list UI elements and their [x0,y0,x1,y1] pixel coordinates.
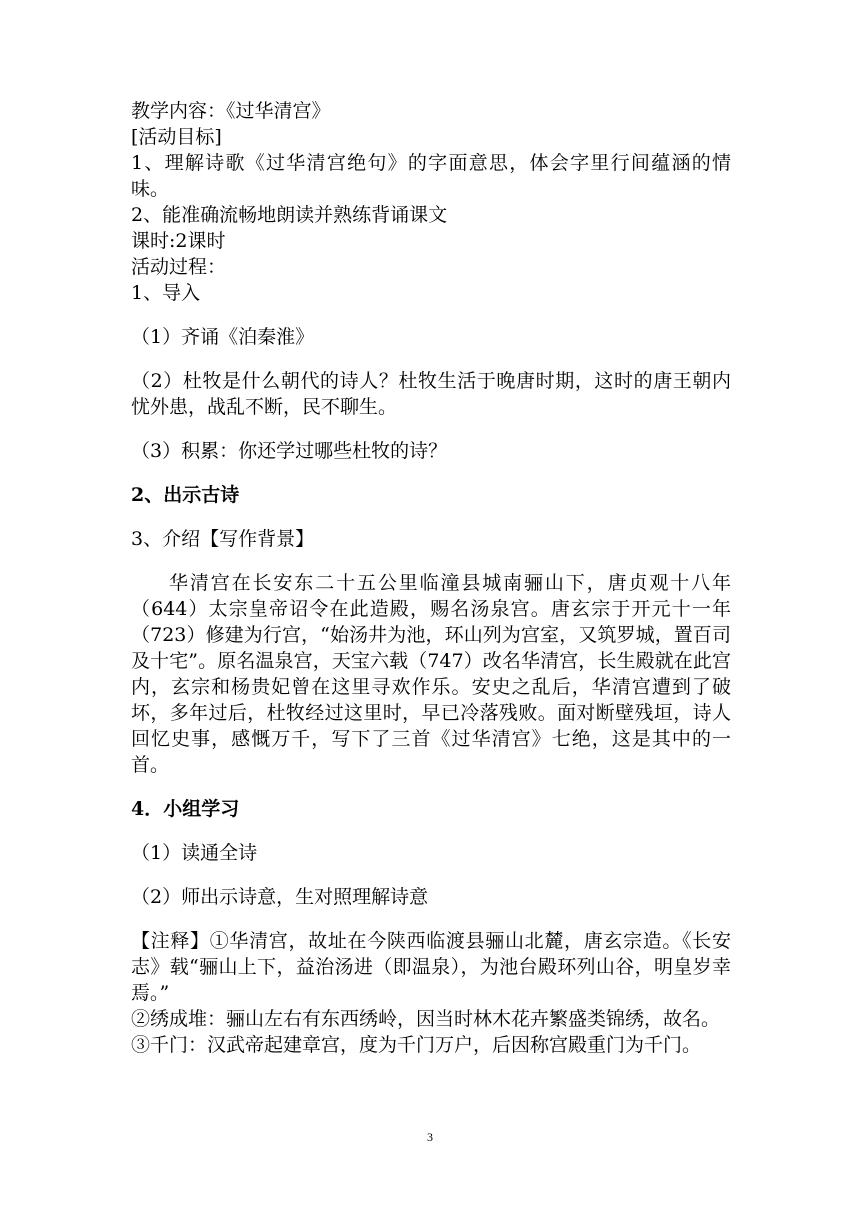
goal-1: 1、理解诗歌《过华清宫绝句》的字面意思，体会字里行间蕴涵的情味。 [131,152,731,200]
page-number: 3 [427,1130,433,1144]
notes-2: ②绣成堆：骊山左右有东西绣岭，因当时林木花卉繁盛类锦绣，故名。 [131,1008,721,1030]
class-hours: 课时:2课时 [131,230,226,252]
notes-3: ③千门：汉武帝起建章宫，度为千门万户，后因称宫殿重门为千门。 [131,1034,702,1056]
background-paragraph: 华清宫在长安东二十五公里临潼县城南骊山下，唐贞观十八年（644）太宗皇帝诏令在此造殿，赐名汤泉宫。唐玄宗于开元十一年（723）修建为行宫，“始汤井为池，环山列为宫室，又筑罗城，置百司及十宅”。原名温泉宫，天宝六载（747）改名华清宫，长生殿就在此宫内，玄宗和杨贵妃曾在这里寻欢作乐。安史之乱后，华清宫遭到了破坏，多年过后，杜牧经过这里时，早已冷落残败。面对断壁残垣，诗人回忆史事，感慨万千，写下了三首《过华清宫》七绝，这是其中的一首。 [131,572,731,776]
notes-1: 【注释】①华清宫，故址在今陕西临渡县骊山北麓，唐玄宗造。《长安志》载“骊山上下，益治汤进（即温泉），为池台殿环列山谷，明皇岁幸焉。” [131,930,731,1004]
document-body [131,98,731,1058]
step-1-3: （3）积累：你还学过哪些杜牧的诗？ [131,440,448,462]
step-4-2: （2）师出示诗意，生对照理解诗意 [131,886,429,908]
step-3: 3、介绍【写作背景】 [131,528,315,550]
teaching-content-line: 教学内容：《过华清宫》 [131,100,331,122]
step-4-1: （1）读通全诗 [131,842,258,864]
step-1-2: （2）杜牧是什么朝代的诗人？杜牧生活于晚唐时期，这时的唐王朝内忧外患，战乱不断，民不聊生。 [131,370,731,418]
activity-goals-heading: [活动目标] [131,126,222,148]
process-heading: 活动过程： [131,256,227,278]
goal-2: 2、能准确流畅地朗读并熟练背诵课文 [131,204,448,226]
step-1-1: （1）齐诵《泊秦淮》 [131,326,315,348]
step-2: 2、出示古诗 [131,484,240,506]
step-1: 1、导入 [131,282,201,304]
step-4: 4．小组学习 [131,798,240,820]
